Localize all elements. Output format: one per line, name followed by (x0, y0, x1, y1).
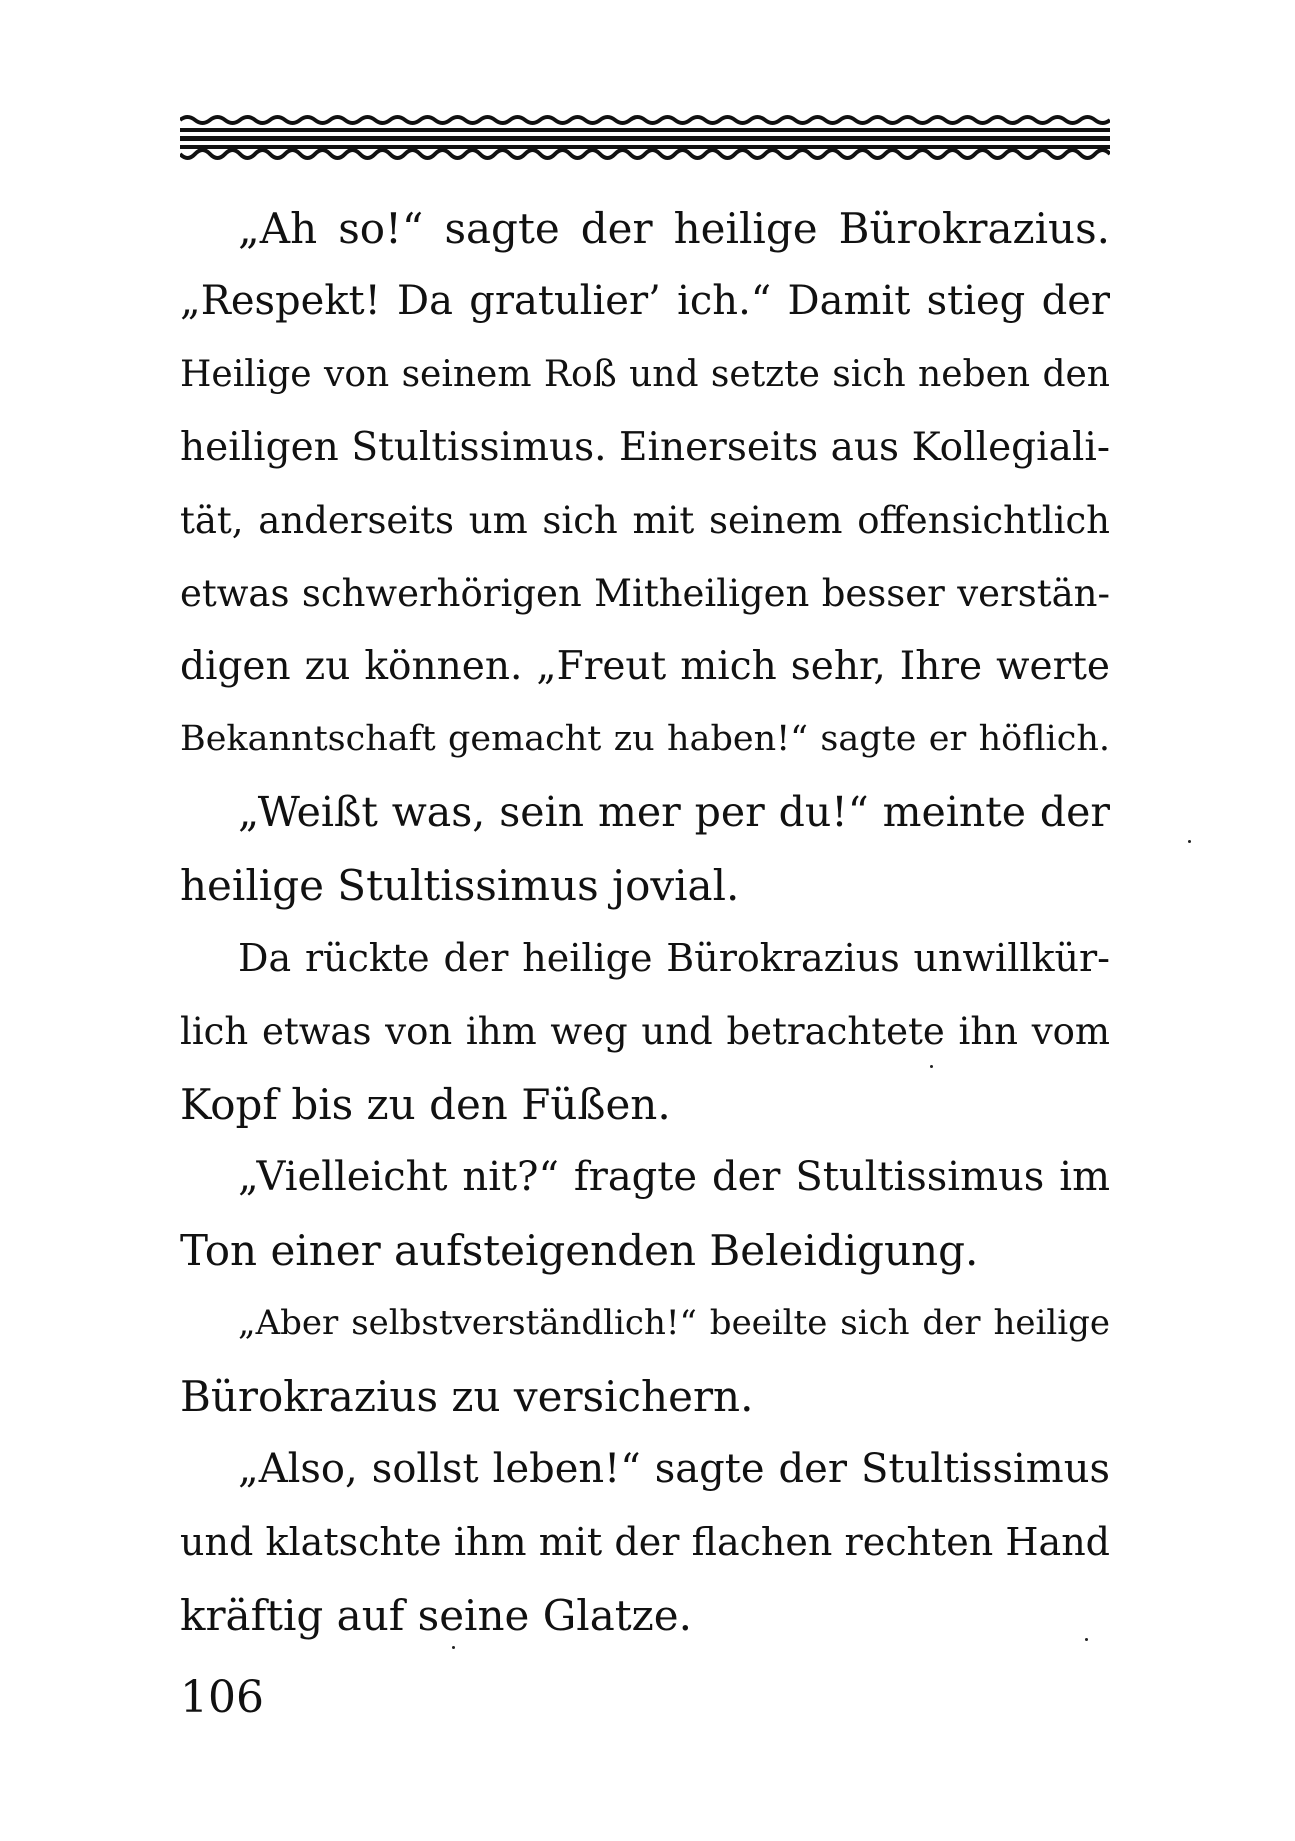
ornament-top-wave (180, 117, 1110, 123)
text-line-1: „Ah so!“ sagte der heilige Bürokrazius. (238, 204, 1110, 253)
paper-speck (452, 1646, 455, 1649)
text-line-15: Ton einer aufsteigenden Beleidigung. (180, 1226, 979, 1275)
text-line-11: Da rückte der heilige Bürokrazius unwillkür- (238, 936, 1110, 980)
text-line-18: „Also, sollst leben!“ sagte der Stultissimus (238, 1446, 1110, 1492)
paper-speck (1188, 840, 1191, 843)
text-line-5: tät, anderseits um sich mit seinem offensichtlich (180, 499, 1110, 542)
text-line-14: „Vielleicht nit?“ fragte der Stultissimus im (238, 1154, 1110, 1200)
decorative-header-ornament (180, 114, 1110, 164)
text-line-6: etwas schwerhörigen Mitheiligen besser verstän- (180, 572, 1110, 615)
text-line-12: lich etwas von ihm weg und betrachtete ihn vom (180, 1010, 1110, 1053)
ornament-rule-1 (180, 128, 1110, 132)
text-line-10: heilige Stultissimus jovial. (180, 861, 740, 910)
page-body-text (180, 192, 1110, 1652)
text-line-16: „Aber selbstverständlich!“ beeilte sich der heilige (238, 1303, 1110, 1343)
text-line-2: „Respekt! Da gratulier’ ich.“ Damit stieg der (180, 278, 1110, 324)
text-line-8: Bekanntschaft gemacht zu haben!“ sagte er höflich. (180, 719, 1110, 759)
text-line-20: kräftig auf seine Glatze. (180, 1591, 692, 1640)
text-line-19: und klatschte ihm mit der flachen rechten Hand (180, 1520, 1110, 1564)
text-line-9: „Weißt was, sein mer per du!“ meinte der (238, 788, 1110, 836)
ornament-rule-2 (180, 136, 1110, 141)
text-line-13: Kopf bis zu den Füßen. (180, 1080, 671, 1129)
page-number: 106 (180, 1672, 264, 1723)
text-line-7: digen zu können. „Freut mich sehr, Ihre werte (180, 644, 1110, 689)
paper-speck (1085, 1638, 1088, 1641)
paper-speck (930, 1065, 933, 1068)
ornament-bottom-wave (180, 150, 1110, 158)
text-line-3: Heilige von seinem Roß und setzte sich neben den (180, 354, 1110, 395)
ornament-rule-3 (180, 145, 1110, 149)
text-line-4: heiligen Stultissimus. Einerseits aus Kollegiali- (180, 425, 1110, 470)
text-line-17: Bürokrazius zu versichern. (180, 1372, 754, 1421)
